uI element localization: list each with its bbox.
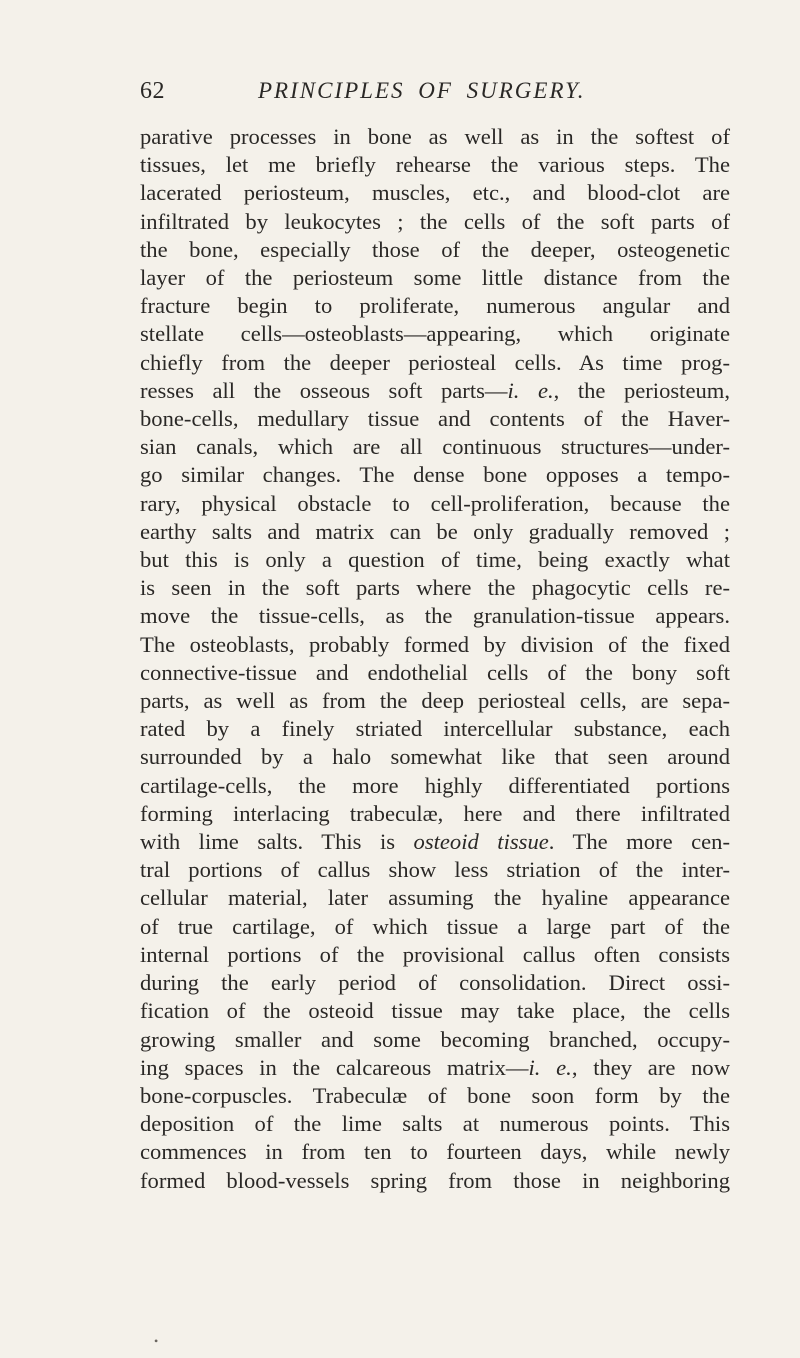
- text-segment: commences in from ten to fourteen days, while newly: [140, 1139, 730, 1165]
- text-segment: ing spaces in the calcareous matrix—: [140, 1054, 529, 1080]
- text-line: [140, 236, 730, 264]
- text-line: [140, 461, 730, 489]
- running-title: PRINCIPLES OF SURGERY.: [258, 78, 586, 103]
- text-segment: surrounded by a halo somewhat like that seen around: [140, 744, 730, 770]
- page-number: 62: [140, 78, 165, 104]
- text-segment: tissues, let me briefly rehearse the various steps. The: [140, 152, 730, 178]
- text-line: [140, 969, 730, 997]
- text-segment: chiefly from the deeper periosteal cells. As time prog-: [140, 349, 730, 375]
- text-segment: go similar changes. The dense bone opposes a tempo-: [140, 462, 730, 488]
- text-segment: move the tissue-cells, as the granulation-tissue appears.: [140, 603, 730, 629]
- text-segment: resses all the osseous soft parts—: [140, 377, 508, 403]
- text-segment: earthy salts and matrix can be only gradually removed ;: [140, 518, 730, 544]
- text-line: [140, 1082, 730, 1110]
- text-segment: rated by a finely striated intercellular substance, each: [140, 716, 730, 742]
- text-line: [140, 1110, 730, 1138]
- italic-text: i. e.: [528, 1054, 572, 1080]
- text-line: [140, 320, 730, 348]
- text-segment: cellular material, later assuming the hyaline appearance: [140, 885, 730, 911]
- text-segment: growing smaller and some becoming branched, occupy-: [140, 1026, 730, 1052]
- text-line: [140, 743, 730, 771]
- text-segment: tral portions of callus show less striation of the inter-: [140, 857, 730, 883]
- text-segment: bone-cells, medullary tissue and contents of the Haver-: [140, 406, 730, 432]
- text-segment: fication of the osteoid tissue may take place, the cells: [140, 998, 730, 1024]
- text-segment: forming interlacing trabeculæ, here and there infiltrated: [140, 800, 730, 826]
- text-segment: , the periosteum,: [553, 377, 730, 403]
- text-line: [140, 264, 730, 292]
- text-line: [140, 151, 730, 179]
- text-segment: , they are now: [571, 1054, 731, 1080]
- text-line: [140, 433, 730, 461]
- text-line: [140, 828, 730, 856]
- text-line: [140, 884, 730, 912]
- text-segment: infiltrated by leukocytes ; the cells of the soft parts of: [140, 208, 730, 234]
- text-line: [140, 123, 730, 151]
- text-segment: formed blood-vessels spring from those in neighboring: [140, 1167, 730, 1193]
- text-line: [140, 856, 730, 884]
- text-segment: layer of the periosteum some little distance from the: [140, 265, 730, 291]
- text-line: [140, 1026, 730, 1054]
- text-segment: during the early period of consolidation. Direct ossi-: [140, 970, 730, 996]
- text-line: [140, 490, 730, 518]
- text-segment: the bone, especially those of the deeper, osteogenetic: [140, 236, 730, 262]
- text-segment: connective-tissue and endothelial cells of the bony soft: [140, 659, 730, 685]
- text-segment: . The more cen-: [548, 829, 730, 855]
- text-line: [140, 377, 730, 405]
- italic-text: i. e.: [507, 377, 554, 403]
- text-line: [140, 941, 730, 969]
- text-line: [140, 997, 730, 1025]
- text-segment: lacerated periosteum, muscles, etc., and blood-clot are: [140, 180, 730, 206]
- text-line: [140, 179, 730, 207]
- text-segment: cartilage-cells, the more highly differentiated portions: [140, 772, 730, 798]
- text-segment: of true cartilage, of which tissue a large part of the: [140, 913, 730, 939]
- text-segment: parts, as well as from the deep periosteal cells, are sepa-: [140, 688, 730, 714]
- text-segment: fracture begin to proliferate, numerous angular and: [140, 293, 730, 319]
- text-line: [140, 800, 730, 828]
- text-segment: rary, physical obstacle to cell-proliferation, because the: [140, 490, 730, 516]
- text-segment: is seen in the soft parts where the phagocytic cells re-: [140, 575, 730, 601]
- text-segment: internal portions of the provisional callus often consists: [140, 941, 730, 967]
- text-segment: but this is only a question of time, being exactly what: [140, 547, 730, 573]
- text-segment: stellate cells—osteoblasts—appearing, which originate: [140, 321, 730, 347]
- text-segment: sian canals, which are all continuous structures—under-: [140, 434, 730, 460]
- italic-text: osteoid tissue: [413, 829, 549, 855]
- text-line: [140, 208, 730, 236]
- text-line: [140, 687, 730, 715]
- text-line: [140, 1138, 730, 1166]
- text-line: [140, 602, 730, 630]
- text-line: [140, 1054, 730, 1082]
- text-line: [140, 913, 730, 941]
- text-segment: deposition of the lime salts at numerous points. This: [140, 1111, 730, 1137]
- text-line: [140, 349, 730, 377]
- text-segment: with lime salts. This is: [140, 829, 414, 855]
- running-head: [140, 78, 800, 112]
- text-segment: parative processes in bone as well as in the softest of: [140, 124, 730, 149]
- text-segment: bone-corpuscles. Trabeculæ of bone soon form by the: [140, 1082, 730, 1108]
- body-paragraph: [140, 123, 730, 1195]
- text-line: [140, 574, 730, 602]
- text-line: [140, 659, 730, 687]
- footer-mark: •: [154, 1334, 159, 1348]
- text-line: [140, 405, 730, 433]
- text-line: [140, 631, 730, 659]
- text-line: [140, 715, 730, 743]
- text-line: [140, 518, 730, 546]
- text-line: [140, 546, 730, 574]
- text-line: [140, 772, 730, 800]
- text-line: [140, 1167, 730, 1195]
- text-line: [140, 292, 730, 320]
- text-segment: The osteoblasts, probably formed by division of the fixed: [140, 631, 730, 657]
